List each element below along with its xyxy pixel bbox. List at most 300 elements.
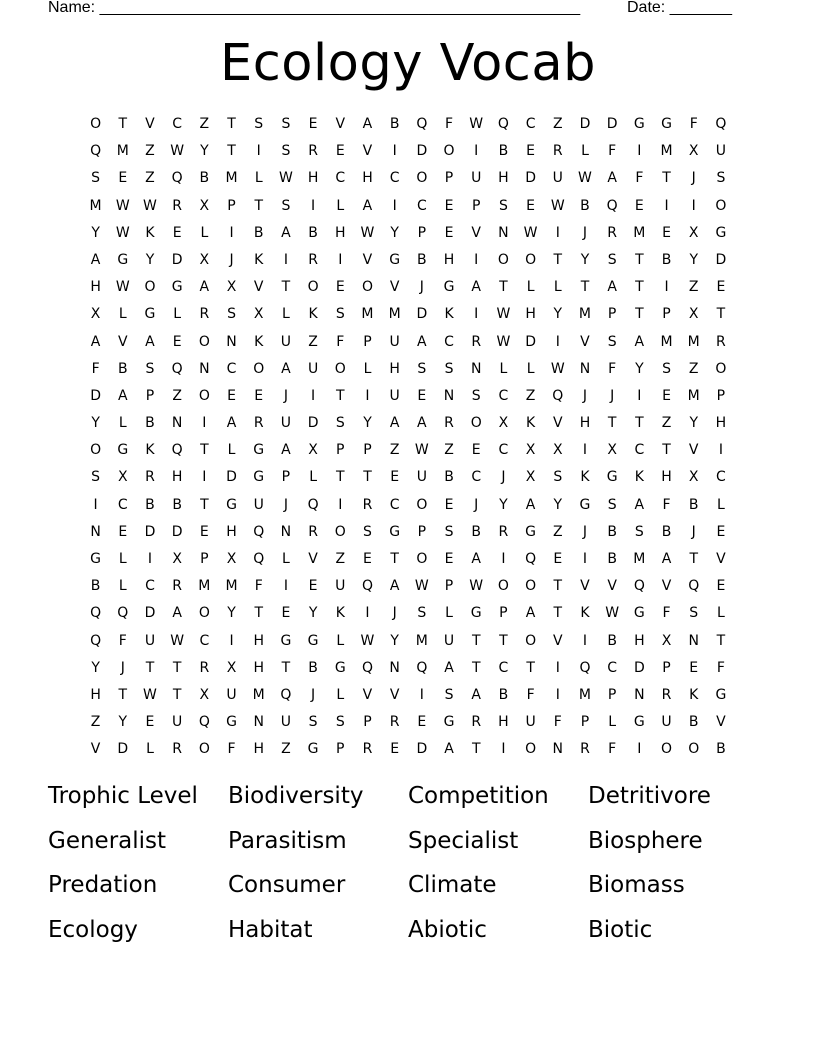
grid-letter: A xyxy=(525,605,536,622)
grid-letter: X xyxy=(199,197,210,214)
grid-letter: M xyxy=(116,143,129,160)
grid-letter: U xyxy=(389,333,400,350)
grid-letter: V xyxy=(716,714,726,731)
grid-letter: T xyxy=(281,659,291,676)
grid-letter: I xyxy=(501,741,506,758)
grid-letter: R xyxy=(498,523,509,540)
grid-letter: B xyxy=(90,578,101,595)
grid-letter: H xyxy=(498,170,509,187)
grid-letter: Z xyxy=(145,170,155,187)
grid-letter: O xyxy=(198,333,210,350)
grid-letter: O xyxy=(334,523,346,540)
grid-letter: B xyxy=(688,714,699,731)
grid-letter: V xyxy=(389,686,400,703)
grid-letter: I xyxy=(474,306,479,323)
grid-letter: X xyxy=(661,632,672,649)
grid-letter: C xyxy=(444,333,454,350)
grid-letter: T xyxy=(499,279,508,296)
grid-letter: E xyxy=(172,333,182,350)
word-bank-item: Habitat xyxy=(228,916,313,943)
grid-letter: T xyxy=(390,551,399,567)
grid-letter: H xyxy=(715,415,727,432)
grid-letter: X xyxy=(308,442,318,459)
grid-letter: I xyxy=(555,686,560,703)
grid-letter: C xyxy=(607,659,618,676)
grid-letter: T xyxy=(200,496,209,513)
grid-letter: L xyxy=(336,686,345,703)
grid-letter: P xyxy=(227,197,236,214)
grid-letter: M xyxy=(89,197,102,214)
grid-letter: D xyxy=(171,523,183,540)
grid-letter: I xyxy=(392,143,397,160)
grid-letter: S xyxy=(444,360,454,377)
grid-row xyxy=(82,573,735,600)
grid-letter: T xyxy=(336,387,345,404)
grid-letter: W xyxy=(496,333,511,350)
grid-letter: N xyxy=(634,686,645,703)
grid-letter: O xyxy=(198,605,210,622)
grid-letter: W xyxy=(469,116,484,132)
grid-letter: O xyxy=(470,415,482,432)
grid-letter: G xyxy=(443,279,455,296)
grid-row xyxy=(82,111,735,138)
grid-letter: S xyxy=(662,360,671,377)
grid-letter: W xyxy=(496,306,511,323)
grid-letter: A xyxy=(607,170,617,187)
grid-letter: Q xyxy=(198,714,210,731)
grid-letter: P xyxy=(716,387,726,404)
grid-letter: G xyxy=(389,523,401,540)
grid-letter: E xyxy=(118,170,128,187)
grid-letter: P xyxy=(145,387,155,404)
grid-letter: P xyxy=(363,714,372,731)
grid-letter: I xyxy=(93,496,98,513)
grid-letter: D xyxy=(117,741,129,758)
grid-letter: J xyxy=(419,279,424,296)
grid-letter: C xyxy=(471,469,482,486)
grid-letter: F xyxy=(662,496,671,513)
grid-letter: T xyxy=(662,442,671,459)
grid-letter: G xyxy=(307,741,319,758)
grid-letter: Q xyxy=(525,551,537,567)
grid-letter: C xyxy=(335,170,346,187)
word-bank-item: Consumer xyxy=(228,872,346,898)
grid-letter: C xyxy=(172,116,183,132)
grid-letter: R xyxy=(362,496,373,513)
grid-letter: P xyxy=(363,333,372,350)
grid-letter: I xyxy=(474,251,479,268)
grid-letter: E xyxy=(308,578,318,595)
grid-letter: W xyxy=(115,279,130,296)
page-title: Ecology Vocab xyxy=(220,34,596,93)
grid-letter: Q xyxy=(579,659,591,676)
grid-letter: B xyxy=(580,197,590,214)
grid-letter: T xyxy=(172,659,182,676)
grid-letter: T xyxy=(716,632,726,649)
grid-letter: X xyxy=(199,686,210,703)
grid-letter: I xyxy=(338,251,343,268)
grid-letter: P xyxy=(281,469,291,486)
grid-letter: K xyxy=(145,224,155,241)
word-bank-item: Ecology xyxy=(48,916,138,943)
grid-letter: E xyxy=(716,578,726,595)
grid-letter: C xyxy=(716,469,726,486)
grid-letter: Y xyxy=(363,415,372,432)
grid-letter: T xyxy=(580,279,590,296)
grid-letter: B xyxy=(389,116,400,132)
grid-letter: Z xyxy=(172,387,182,404)
grid-letter: T xyxy=(607,415,617,432)
grid-row xyxy=(82,138,735,165)
grid-letter: Z xyxy=(552,523,563,540)
grid-letter: R xyxy=(580,741,590,758)
grid-letter: E xyxy=(526,197,536,214)
grid-letter: O xyxy=(525,251,537,268)
grid-letter: S xyxy=(607,251,617,268)
grid-letter: G xyxy=(90,551,102,567)
grid-letter: B xyxy=(444,469,454,486)
grid-letter: L xyxy=(553,279,562,296)
grid-letter: R xyxy=(552,143,563,160)
grid-letter: E xyxy=(335,279,345,296)
grid-letter: E xyxy=(716,279,726,296)
grid-letter: W xyxy=(578,170,592,187)
grid-letter: D xyxy=(144,605,156,622)
grid-letter: S xyxy=(91,170,101,187)
grid-letter: B xyxy=(145,496,155,513)
grid-letter: N xyxy=(171,415,183,432)
grid-letter: A xyxy=(281,442,291,459)
grid-letter: T xyxy=(471,632,481,649)
grid-letter: D xyxy=(416,741,428,758)
grid-letter: O xyxy=(497,251,509,268)
grid-letter: E xyxy=(444,551,454,567)
grid-letter: E xyxy=(444,496,454,513)
grid-letter: B xyxy=(471,523,482,540)
grid-letter: X xyxy=(498,415,509,432)
grid-letter: J xyxy=(229,251,234,268)
grid-row xyxy=(82,655,735,682)
grid-letter: V xyxy=(607,578,617,595)
grid-letter: E xyxy=(199,523,209,540)
grid-letter: Z xyxy=(90,714,101,731)
grid-letter: T xyxy=(227,143,236,160)
grid-letter: V xyxy=(145,116,155,132)
grid-letter: V xyxy=(661,578,672,595)
grid-letter: U xyxy=(280,415,292,432)
grid-letter: R xyxy=(716,333,726,350)
grid-letter: T xyxy=(716,306,726,323)
grid-letter: A xyxy=(117,387,128,404)
grid-letter: A xyxy=(471,551,481,567)
grid-letter: T xyxy=(553,578,563,595)
grid-letter: J xyxy=(120,659,125,676)
grid-letter: H xyxy=(253,659,264,676)
grid-letter: K xyxy=(634,469,644,486)
grid-letter: A xyxy=(199,279,210,296)
grid-letter: H xyxy=(443,251,455,268)
grid-row xyxy=(82,736,735,763)
grid-letter: I xyxy=(637,143,642,160)
grid-letter: H xyxy=(90,686,101,703)
grid-letter: I xyxy=(637,387,642,404)
grid-letter: G xyxy=(715,686,727,703)
grid-letter: V xyxy=(552,632,563,649)
grid-letter: E xyxy=(417,714,427,731)
grid-letter: M xyxy=(687,387,700,404)
grid-letter: V xyxy=(688,442,699,459)
grid-row xyxy=(82,356,735,383)
grid-letter: R xyxy=(661,686,672,703)
grid-letter: U xyxy=(172,714,183,731)
grid-letter: X xyxy=(688,306,699,323)
grid-letter: R xyxy=(471,333,482,350)
grid-letter: O xyxy=(416,551,428,567)
grid-letter: S xyxy=(417,360,427,377)
grid-letter: E xyxy=(526,143,536,160)
grid-letter: W xyxy=(605,605,620,622)
grid-letter: W xyxy=(143,686,157,703)
grid-letter: C xyxy=(389,170,400,187)
grid-row xyxy=(82,546,735,573)
grid-letter: O xyxy=(90,116,102,132)
grid-letter: K xyxy=(580,605,590,622)
grid-letter: A xyxy=(362,197,373,214)
grid-letter: B xyxy=(498,143,509,160)
grid-letter: L xyxy=(608,714,617,731)
grid-letter: M xyxy=(578,306,592,323)
grid-letter: Q xyxy=(307,496,319,513)
grid-letter: J xyxy=(582,387,588,404)
grid-letter: O xyxy=(198,387,210,404)
word-bank-item: Biosphere xyxy=(588,827,703,854)
grid-letter: S xyxy=(471,387,481,404)
grid-letter: Z xyxy=(525,387,536,404)
grid-letter: S xyxy=(444,686,454,703)
grid-letter: P xyxy=(417,224,427,241)
grid-row xyxy=(82,193,735,220)
grid-letter: G xyxy=(117,251,129,268)
grid-letter: C xyxy=(117,496,128,513)
grid-letter: N xyxy=(688,632,699,649)
grid-letter: S xyxy=(553,469,563,486)
grid-letter: I xyxy=(147,551,153,567)
grid-letter: Q xyxy=(416,659,428,676)
grid-letter: V xyxy=(253,279,264,296)
grid-letter: I xyxy=(283,578,288,595)
grid-letter: B xyxy=(417,251,427,268)
grid-letter: W xyxy=(414,578,429,595)
grid-letter: I xyxy=(664,197,669,214)
grid-letter: Q xyxy=(117,605,129,622)
grid-letter: T xyxy=(662,170,671,187)
grid-letter: O xyxy=(525,632,537,649)
grid-letter: B xyxy=(253,224,264,241)
date-field: Date: _______ xyxy=(627,0,732,16)
grid-letter: X xyxy=(525,442,536,459)
grid-letter: Z xyxy=(688,279,699,296)
grid-letter: I xyxy=(419,686,424,703)
grid-letter: I xyxy=(229,632,234,649)
grid-letter: V xyxy=(335,116,346,132)
grid-letter: P xyxy=(499,605,508,622)
grid-letter: X xyxy=(688,143,699,160)
grid-letter: O xyxy=(361,279,373,296)
grid-letter: W xyxy=(360,632,375,649)
grid-letter: C xyxy=(199,632,210,649)
grid-letter: D xyxy=(171,251,183,268)
grid-letter: F xyxy=(635,170,644,187)
grid-letter: W xyxy=(550,360,565,377)
grid-letter: W xyxy=(115,224,130,241)
grid-letter: O xyxy=(416,496,428,513)
grid-letter: Q xyxy=(552,387,564,404)
grid-letter: L xyxy=(717,496,725,513)
word-bank xyxy=(48,777,768,955)
grid-letter: V xyxy=(362,686,373,703)
grid-letter: P xyxy=(200,551,209,567)
grid-letter: S xyxy=(145,360,155,377)
grid-letter: I xyxy=(501,551,506,567)
grid-letter: S xyxy=(607,333,617,350)
grid-letter: E xyxy=(118,523,128,540)
grid-letter: A xyxy=(471,279,481,296)
grid-letter: T xyxy=(254,197,263,214)
grid-letter: B xyxy=(308,224,318,241)
grid-letter: N xyxy=(226,333,237,350)
grid-letter: Q xyxy=(688,578,700,595)
grid-letter: D xyxy=(90,387,101,404)
grid-letter: E xyxy=(689,659,699,676)
grid-row xyxy=(82,383,735,410)
grid-letter: Q xyxy=(606,197,618,214)
grid-letter: X xyxy=(117,469,128,486)
grid-letter: R xyxy=(389,714,400,731)
grid-letter: F xyxy=(336,333,345,350)
grid-letter: S xyxy=(444,523,454,540)
grid-letter: Y xyxy=(390,224,399,241)
grid-letter: A xyxy=(634,333,645,350)
grid-letter: G xyxy=(443,714,455,731)
grid-letter: L xyxy=(146,741,154,758)
grid-letter: M xyxy=(415,632,428,649)
grid-letter: X xyxy=(90,306,101,323)
grid-letter: U xyxy=(280,714,292,731)
grid-letter: E xyxy=(390,469,400,486)
grid-letter: S xyxy=(689,605,699,622)
grid-letter: W xyxy=(143,197,157,214)
grid-letter: R xyxy=(199,306,210,323)
grid-letter: H xyxy=(253,632,264,649)
grid-letter: D xyxy=(307,415,319,432)
grid-letter: A xyxy=(417,333,427,350)
grid-letter: Y xyxy=(118,714,128,731)
grid-letter: E xyxy=(662,387,671,404)
grid-letter: Q xyxy=(280,686,292,703)
word-bank-item: Climate xyxy=(408,872,497,898)
grid-letter: E xyxy=(444,197,454,214)
grid-letter: A xyxy=(90,251,101,268)
grid-letter: F xyxy=(254,578,263,595)
grid-letter: G xyxy=(226,496,237,513)
grid-letter: F xyxy=(91,360,100,377)
grid-letter: U xyxy=(280,333,292,350)
grid-row xyxy=(82,464,735,491)
grid-letter: A xyxy=(444,659,454,676)
grid-letter: G xyxy=(253,442,265,459)
grid-letter: O xyxy=(525,578,537,595)
grid-letter: Q xyxy=(497,116,509,132)
grid-letter: J xyxy=(283,387,288,404)
grid-letter: K xyxy=(689,686,699,703)
grid-letter: N xyxy=(470,360,482,377)
grid-letter: Q xyxy=(171,442,183,459)
grid-row xyxy=(82,410,735,437)
grid-letter: F xyxy=(227,741,236,758)
grid-letter: I xyxy=(555,659,560,676)
grid-row xyxy=(82,329,735,356)
grid-letter: V xyxy=(90,741,101,758)
grid-letter: R xyxy=(172,741,183,758)
grid-letter: V xyxy=(552,415,563,432)
grid-letter: W xyxy=(414,442,429,459)
grid-letter: Y xyxy=(553,496,563,513)
grid-letter: P xyxy=(336,741,345,758)
grid-letter: S xyxy=(254,116,264,132)
grid-letter: V xyxy=(362,251,373,268)
grid-letter: X xyxy=(226,659,237,676)
grid-letter: C xyxy=(634,442,645,459)
grid-letter: J xyxy=(501,469,506,486)
grid-letter: K xyxy=(254,333,264,350)
grid-letter: E xyxy=(390,741,400,758)
grid-letter: F xyxy=(445,116,454,132)
grid-letter: R xyxy=(308,251,318,268)
grid-letter: W xyxy=(550,197,565,214)
word-bank-item: Parasitism xyxy=(228,827,347,854)
grid-letter: Q xyxy=(90,632,102,649)
grid-letter: V xyxy=(580,333,590,350)
grid-letter: O xyxy=(253,360,265,377)
grid-letter: H xyxy=(171,469,183,486)
grid-letter: K xyxy=(145,442,155,459)
grid-letter: C xyxy=(389,496,400,513)
grid-letter: I xyxy=(283,251,288,268)
grid-letter: Q xyxy=(253,551,265,567)
word-search-grid xyxy=(82,111,735,764)
grid-letter: Z xyxy=(335,551,346,567)
grid-letter: P xyxy=(417,523,427,540)
grid-letter: E xyxy=(662,224,671,241)
grid-letter: F xyxy=(553,714,562,731)
grid-letter: Z xyxy=(444,442,454,459)
grid-letter: H xyxy=(90,279,101,296)
grid-letter: O xyxy=(307,279,319,296)
grid-letter: R xyxy=(607,224,618,241)
grid-letter: R xyxy=(471,714,482,731)
grid-letter: B xyxy=(145,415,155,432)
grid-letter: A xyxy=(661,551,672,567)
grid-letter: H xyxy=(253,741,264,758)
grid-letter: M xyxy=(633,551,646,567)
grid-letter: R xyxy=(145,469,155,486)
grid-letter: L xyxy=(227,442,236,459)
word-bank-item: Biotic xyxy=(588,916,653,943)
grid-letter: A xyxy=(281,224,291,241)
grid-letter: P xyxy=(662,659,671,676)
grid-letter: G xyxy=(606,469,618,486)
grid-letter: Y xyxy=(200,143,209,160)
